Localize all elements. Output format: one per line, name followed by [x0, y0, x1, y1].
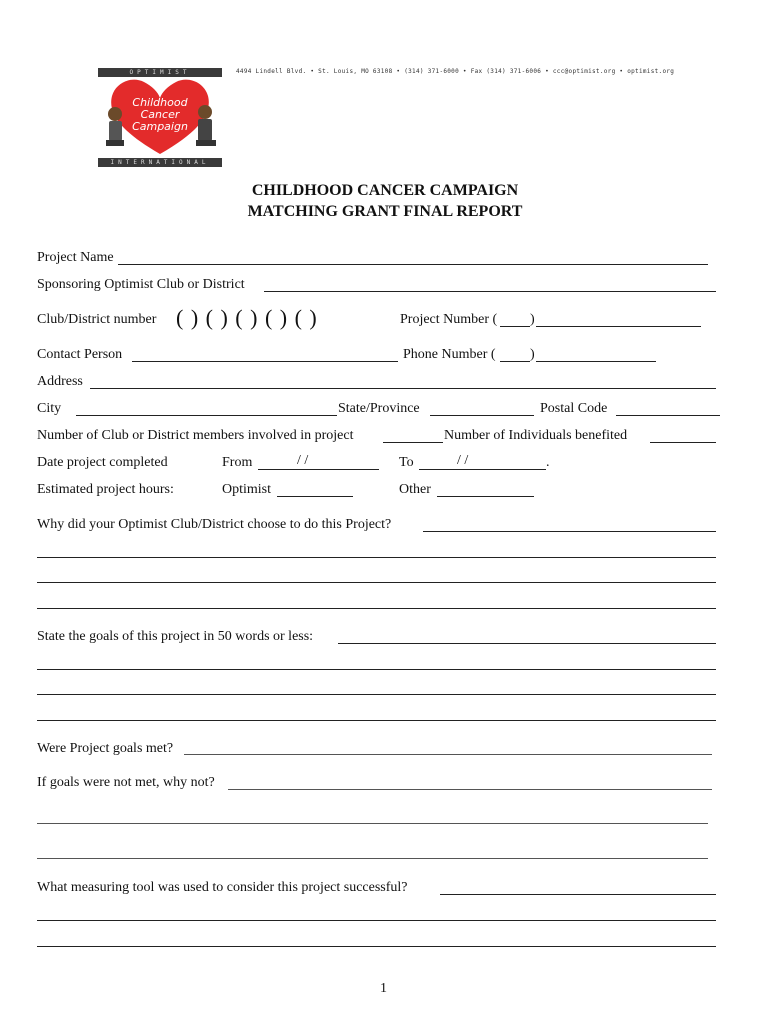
club-number-boxes[interactable]: ( ) ( ) ( ) ( ) ( ) [176, 305, 318, 330]
goals-answer-line-2[interactable] [37, 669, 716, 670]
to-date-slashes: / / [457, 453, 469, 468]
individuals-label: Number of Individuals benefited [444, 428, 628, 443]
city-field[interactable] [76, 415, 337, 416]
phone-number-field[interactable] [536, 361, 656, 362]
sponsoring-field[interactable] [264, 291, 716, 292]
sponsoring-label: Sponsoring Optimist Club or District [37, 277, 245, 292]
goals-answer-line-3[interactable] [37, 694, 716, 695]
goals-answer-line-1[interactable] [338, 643, 716, 644]
project-name-field[interactable] [118, 264, 708, 265]
childhood-cancer-campaign-logo [98, 68, 222, 167]
club-number-label: Club/District number [37, 312, 157, 327]
date-completed-label: Date project completed [37, 455, 168, 470]
hours-label: Estimated project hours: [37, 482, 174, 497]
why-answer-line-1[interactable] [423, 531, 716, 532]
phone-area-field[interactable] [500, 361, 530, 362]
other-hours-label: Other [399, 482, 431, 497]
address-field[interactable] [90, 388, 716, 389]
why-answer-line-2[interactable] [37, 557, 716, 558]
to-label: To [399, 455, 414, 470]
goals-met-answer[interactable] [184, 754, 712, 755]
measuring-answer-line-2[interactable] [37, 920, 716, 921]
goals-met-question: Were Project goals met? [37, 741, 174, 756]
project-number-close: ) [530, 312, 535, 327]
postal-label: Postal Code [540, 401, 608, 416]
state-field[interactable] [430, 415, 534, 416]
page-title: CHILDHOOD CANCER CAMPAIGN [251, 182, 519, 199]
individuals-field[interactable] [650, 442, 716, 443]
phone-number-label: Phone Number ( [403, 347, 496, 362]
measuring-question: What measuring tool was used to consider this project successful? [37, 880, 408, 895]
goals-question: State the goals of this project in 50 words or less: [37, 629, 314, 644]
state-label: State/Province [338, 401, 420, 416]
from-date-slashes: / / [297, 453, 309, 468]
logo-bottom-band: INTERNATIONAL [98, 158, 222, 167]
svg-text:Childhood: Childhood [132, 96, 188, 109]
optimist-hours-field[interactable] [277, 496, 353, 497]
to-date-period: . [546, 455, 550, 470]
page-subtitle: MATCHING GRANT FINAL REPORT [247, 203, 523, 220]
why-answer-line-3[interactable] [37, 582, 716, 583]
phone-close: ) [530, 347, 535, 362]
members-label: Number of Club or District members involved in project [37, 428, 354, 443]
why-not-question: If goals were not met, why not? [37, 775, 215, 790]
project-number-prefix-field[interactable] [500, 326, 530, 327]
postal-field[interactable] [616, 415, 720, 416]
from-date-field[interactable] [258, 469, 379, 470]
page-number: 1 [380, 981, 387, 996]
contact-person-field[interactable] [132, 361, 398, 362]
contact-person-label: Contact Person [37, 347, 123, 362]
project-name-label: Project Name [37, 250, 114, 265]
measuring-answer-line-1[interactable] [440, 894, 716, 895]
why-not-answer-line-1[interactable] [228, 789, 712, 790]
logo-top-band: OPTIMIST [98, 68, 222, 77]
goals-answer-line-4[interactable] [37, 720, 716, 721]
project-number-label: Project Number ( [400, 312, 498, 327]
other-hours-field[interactable] [437, 496, 534, 497]
project-number-field[interactable] [536, 326, 701, 327]
to-date-field[interactable] [419, 469, 546, 470]
address-line: 4494 Lindell Blvd. • St. Louis, MO 63108 • (314) 371-6000 • Fax (314) 371-6006 • ccc@optimist.org • optimist.org [236, 68, 675, 75]
address-label: Address [37, 374, 83, 389]
measuring-answer-line-3[interactable] [37, 946, 716, 947]
svg-text:Cancer: Cancer [140, 108, 180, 121]
why-not-answer-line-3[interactable] [37, 858, 708, 859]
why-question: Why did your Optimist Club/District choose to do this Project? [37, 517, 392, 532]
members-field[interactable] [383, 442, 443, 443]
city-label: City [37, 401, 62, 416]
svg-text:Campaign: Campaign [132, 120, 188, 133]
optimist-hours-label: Optimist [222, 482, 272, 497]
from-label: From [222, 455, 253, 470]
why-not-answer-line-2[interactable] [37, 823, 708, 824]
why-answer-line-4[interactable] [37, 608, 716, 609]
heart-icon [98, 68, 222, 167]
